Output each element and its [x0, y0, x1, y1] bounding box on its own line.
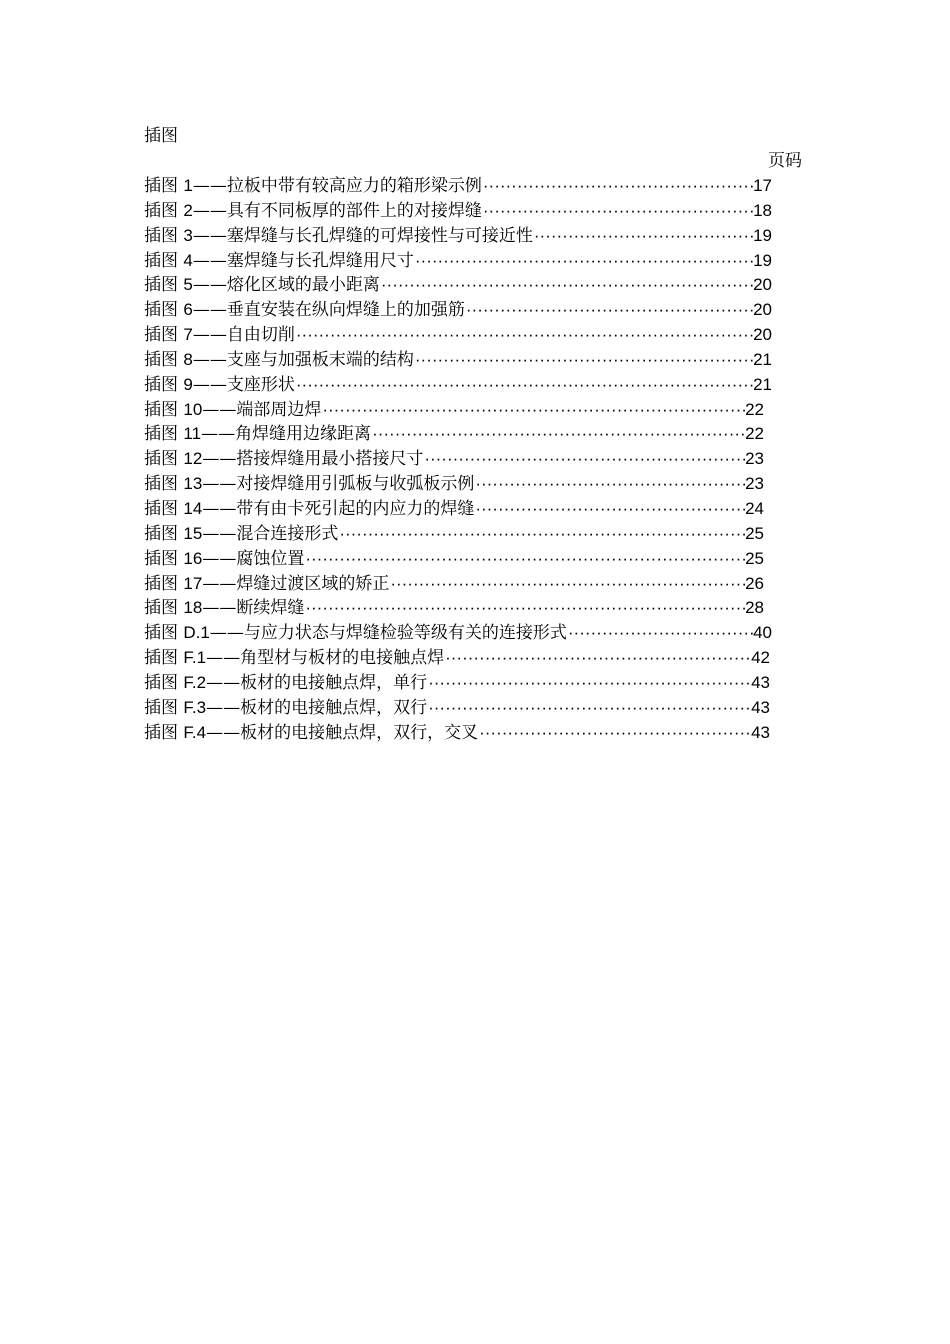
- toc-entry[interactable]: [144, 398, 764, 423]
- toc-entry-page-number: 43: [751, 697, 770, 717]
- toc-entry-title: ——角焊缝用边缘距离: [201, 424, 372, 445]
- toc-leader-dots: [423, 447, 745, 472]
- toc-entry-number: 15: [183, 523, 203, 543]
- toc-entry[interactable]: [144, 646, 770, 671]
- toc-leader-dots: [444, 646, 751, 671]
- toc-entry-number: 5: [183, 275, 193, 295]
- toc-entry-page-number: 23: [745, 474, 764, 494]
- toc-entry-label: [144, 472, 474, 497]
- toc-entry-label: [144, 422, 371, 447]
- toc-entry-page-number: 42: [751, 648, 770, 668]
- toc-entry-label: [144, 671, 427, 696]
- toc-leader-dots: [567, 621, 753, 646]
- toc-entry-prefix: 插图: [144, 648, 184, 669]
- toc-entry-number: 13: [183, 474, 203, 494]
- toc-entry-prefix: 插图: [144, 275, 184, 296]
- toc-entry[interactable]: [144, 224, 772, 249]
- page-column-label: 页码: [768, 151, 802, 171]
- toc-entry-title: ——断续焊缝: [202, 598, 305, 619]
- toc-entry-label: [144, 174, 482, 199]
- toc-entry-title: ——带有由卡死引起的内应力的焊缝: [202, 498, 475, 519]
- toc-entry-number: 7: [183, 325, 193, 345]
- toc-entry-label: [144, 522, 338, 547]
- toc-entry-title: ——熔化区域的最小距离: [192, 275, 380, 296]
- toc-entry-number: 4: [183, 250, 193, 270]
- toc-entry[interactable]: [144, 721, 770, 746]
- toc-entry-title: ——混合连接形式: [202, 523, 339, 544]
- toc-entry-prefix: 插图: [144, 623, 184, 644]
- toc-entry-page-number: 43: [751, 672, 770, 692]
- toc-entry-number: 8: [183, 349, 193, 369]
- toc-entry[interactable]: [144, 298, 772, 323]
- toc-entry-label: [144, 721, 478, 746]
- toc-entry-title: ——板材的电接触点焊，单行: [206, 672, 428, 693]
- toc-entry-label: [144, 199, 482, 224]
- toc-entry[interactable]: [144, 174, 772, 199]
- toc-entry-title: ——支座与加强板末端的结构: [192, 349, 414, 370]
- toc-leader-dots: [482, 174, 753, 199]
- toc-entry-label: [144, 572, 389, 597]
- toc-entry-page-number: 20: [753, 325, 772, 345]
- toc-entry-page-number: 18: [753, 200, 772, 220]
- toc-leader-dots: [474, 472, 745, 497]
- toc-entry-number: 10: [183, 399, 203, 419]
- toc-entry-title: ——对接焊缝用引弧板与收弧板示例: [202, 474, 475, 495]
- toc-entry[interactable]: [144, 696, 770, 721]
- toc-entry-label: [144, 323, 295, 348]
- toc-leader-dots: [478, 721, 751, 746]
- toc-entry[interactable]: [144, 323, 772, 348]
- toc-entry-number: 2: [183, 200, 193, 220]
- toc-leader-dots: [295, 373, 753, 398]
- toc-entry-prefix: 插图: [144, 424, 184, 445]
- toc-entry-title: ——板材的电接触点焊，双行: [206, 697, 428, 718]
- toc-entry-prefix: 插图: [144, 349, 184, 370]
- figure-list: [144, 174, 814, 745]
- toc-entry-prefix: 插图: [144, 474, 184, 495]
- toc-leader-dots: [533, 224, 753, 249]
- toc-entry-title: ——具有不同板厚的部件上的对接焊缝: [192, 200, 482, 221]
- toc-entry-title: ——角型材与板材的电接触点焊: [206, 648, 445, 669]
- toc-leader-dots: [414, 348, 753, 373]
- toc-entry-prefix: 插图: [144, 250, 184, 271]
- toc-entry-prefix: 插图: [144, 399, 184, 420]
- toc-entry-number: 18: [183, 598, 203, 618]
- toc-entry-prefix: 插图: [144, 374, 184, 395]
- toc-entry-number: F.1: [183, 648, 207, 668]
- toc-leader-dots: [321, 398, 745, 423]
- toc-entry-title: ——腐蚀位置: [202, 548, 305, 569]
- toc-leader-dots: [482, 199, 753, 224]
- toc-entry-title: ——自由切削: [192, 325, 295, 346]
- toc-entry-number: 1: [183, 176, 193, 195]
- toc-entry-number: 9: [183, 374, 193, 394]
- toc-entry[interactable]: [144, 596, 764, 621]
- toc-entry-number: 3: [183, 225, 193, 245]
- toc-entry-prefix: 插图: [144, 225, 184, 246]
- toc-entry-label: [144, 596, 304, 621]
- toc-entry-prefix: 插图: [144, 697, 184, 718]
- toc-entry-title: ——板材的电接触点焊，双行，交叉: [206, 722, 479, 743]
- toc-entry-label: [144, 249, 414, 274]
- toc-entry-prefix: 插图: [144, 672, 184, 693]
- toc-entry-title: ——搭接焊缝用最小搭接尺寸: [202, 449, 424, 470]
- toc-entry-label: [144, 373, 295, 398]
- toc-entry-page-number: 24: [745, 498, 764, 518]
- toc-entry[interactable]: [144, 348, 772, 373]
- toc-entry-title: ——支座形状: [192, 374, 295, 395]
- toc-entry-prefix: 插图: [144, 573, 184, 594]
- toc-leader-dots: [427, 696, 751, 721]
- toc-entry-label: [144, 298, 465, 323]
- toc-entry-label: [144, 547, 304, 572]
- toc-leader-dots: [474, 497, 745, 522]
- toc-entry-number: D.1: [183, 623, 210, 643]
- toc-entry-page-number: 40: [753, 623, 772, 643]
- toc-entry[interactable]: [144, 199, 772, 224]
- toc-entry[interactable]: [144, 273, 772, 298]
- toc-entry-prefix: 插图: [144, 523, 184, 544]
- toc-entry-title: ——塞焊缝与长孔焊缝用尺寸: [192, 250, 414, 271]
- toc-entry-page-number: 21: [753, 374, 772, 394]
- toc-entry-label: [144, 646, 444, 671]
- toc-leader-dots: [427, 671, 751, 696]
- toc-entry-label: [144, 348, 414, 373]
- toc-entry-label: [144, 224, 533, 249]
- toc-leader-dots: [414, 249, 753, 274]
- toc-entry-prefix: 插图: [144, 176, 184, 196]
- toc-entry-page-number: 25: [745, 523, 764, 543]
- toc-entry-label: [144, 447, 423, 472]
- toc-leader-dots: [380, 273, 753, 298]
- toc-entry-number: 16: [183, 548, 203, 568]
- toc-entry-page-number: 21: [753, 349, 772, 369]
- toc-entry-title: ——与应力状态与焊缝检验等级有关的连接形式: [209, 623, 567, 644]
- toc-entry[interactable]: [144, 422, 764, 447]
- toc-entry[interactable]: [144, 547, 764, 572]
- toc-entry-page-number: 28: [745, 598, 764, 618]
- toc-entry-prefix: 插图: [144, 498, 184, 519]
- toc-entry-page-number: 26: [745, 573, 764, 593]
- toc-entry-page-number: 23: [745, 449, 764, 469]
- toc-entry-page-number: 43: [751, 722, 770, 742]
- toc-entry-page-number: 20: [753, 275, 772, 295]
- toc-entry-label: [144, 621, 567, 646]
- toc-entry[interactable]: [144, 621, 772, 646]
- toc-entry-title: ——拉板中带有较高应力的箱形梁示例: [192, 176, 482, 196]
- toc-entry-page-number: 19: [753, 225, 772, 245]
- toc-entry-number: 12: [183, 449, 203, 469]
- toc-entry-prefix: 插图: [144, 598, 184, 619]
- toc-leader-dots: [295, 323, 753, 348]
- toc-entry[interactable]: [144, 447, 764, 472]
- toc-entry-number: 17: [183, 573, 203, 593]
- list-heading: 插图: [144, 126, 178, 146]
- toc-entry[interactable]: [144, 472, 764, 497]
- toc-entry-label: [144, 696, 427, 721]
- toc-entry-title: ——塞焊缝与长孔焊缝的可焊接性与可接近性: [192, 225, 533, 246]
- toc-entry-label: [144, 497, 474, 522]
- toc-entry-prefix: 插图: [144, 548, 184, 569]
- toc-entry-label: [144, 398, 321, 423]
- toc-entry-number: 11: [183, 424, 202, 444]
- toc-entry[interactable]: [144, 671, 770, 696]
- toc-entry-number: F.2: [183, 672, 207, 692]
- toc-entry[interactable]: [144, 497, 764, 522]
- toc-entry[interactable]: [144, 572, 764, 597]
- toc-entry-label: [144, 273, 380, 298]
- toc-entry-number: 6: [183, 300, 193, 320]
- toc-entry-page-number: 17: [753, 176, 772, 195]
- toc-entry-page-number: 20: [753, 300, 772, 320]
- toc-leader-dots: [304, 596, 745, 621]
- toc-entry-page-number: 25: [745, 548, 764, 568]
- toc-leader-dots: [371, 422, 745, 447]
- toc-leader-dots: [389, 572, 745, 597]
- toc-entry-number: F.4: [183, 722, 207, 742]
- toc-entry-prefix: 插图: [144, 325, 184, 346]
- toc-leader-dots: [338, 522, 745, 547]
- toc-entry-page-number: 22: [745, 424, 764, 444]
- toc-entry[interactable]: [144, 522, 764, 547]
- toc-entry[interactable]: [144, 249, 772, 274]
- toc-entry-prefix: 插图: [144, 200, 184, 221]
- toc-leader-dots: [304, 547, 745, 572]
- toc-entry-prefix: 插图: [144, 722, 184, 743]
- toc-entry-title: ——焊缝过渡区域的矫正: [202, 573, 390, 594]
- toc-entry[interactable]: [144, 373, 772, 398]
- toc-entry-number: 14: [183, 498, 203, 518]
- toc-entry-page-number: 19: [753, 250, 772, 270]
- toc-entry-prefix: 插图: [144, 449, 184, 470]
- toc-entry-title: ——垂直安装在纵向焊缝上的加强筋: [192, 300, 465, 321]
- toc-leader-dots: [465, 298, 753, 323]
- toc-entry-number: F.3: [183, 697, 207, 717]
- toc-entry-title: ——端部周边焊: [202, 399, 322, 420]
- toc-entry-page-number: 22: [745, 399, 764, 419]
- toc-entry-prefix: 插图: [144, 300, 184, 321]
